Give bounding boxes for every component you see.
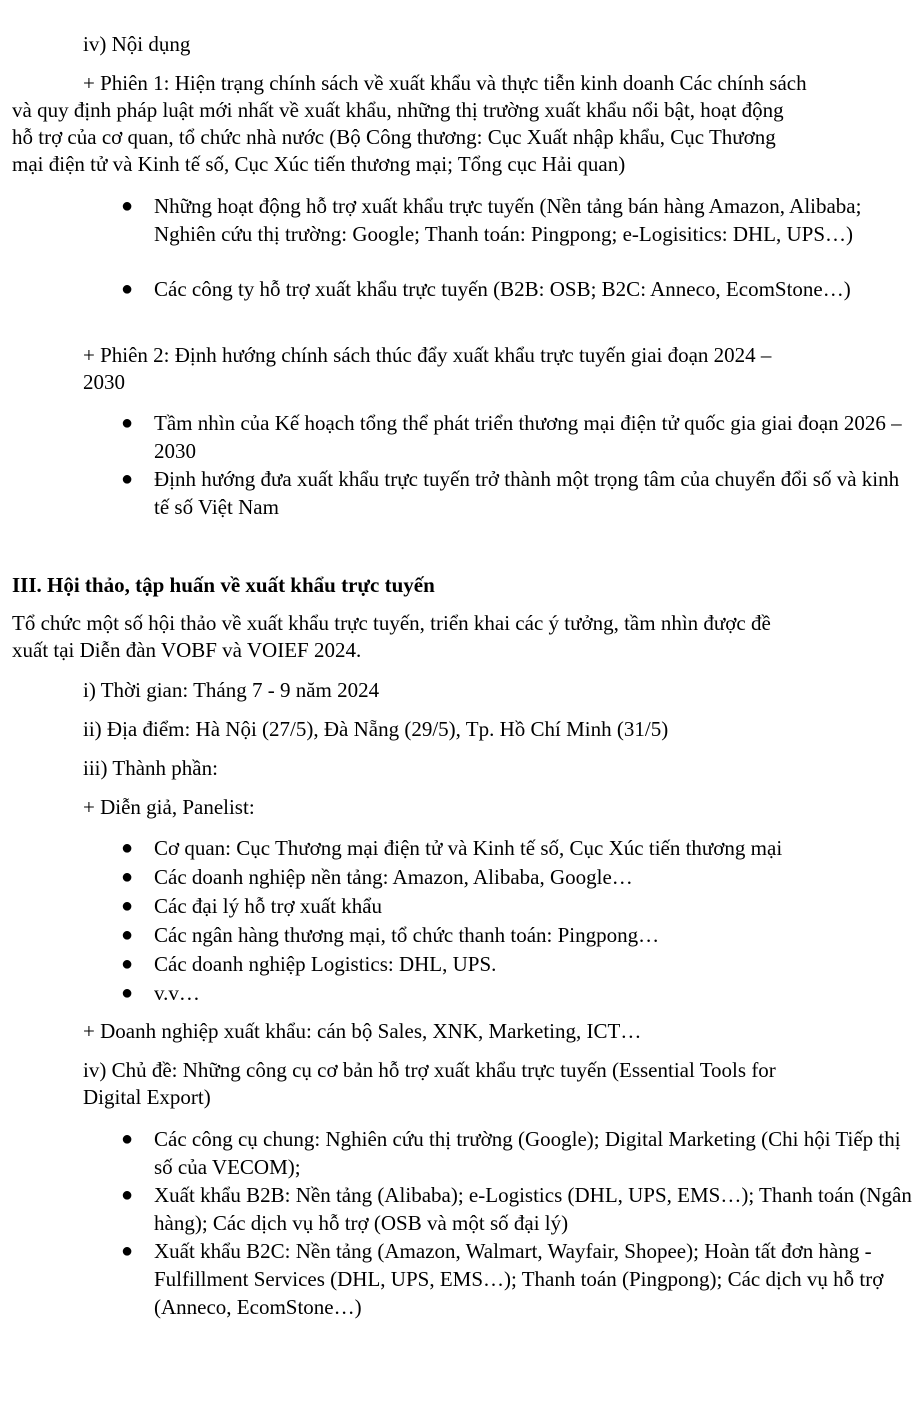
section-iii-heading: III. Hội thảo, tập huấn về xuất khẩu trực tuyến — [12, 573, 435, 597]
list-item — [114, 465, 914, 521]
list-item — [114, 409, 914, 465]
bullet-text: v.v… — [154, 981, 200, 1005]
list-item — [114, 1181, 914, 1237]
topic-line-2: Digital Export) — [83, 1085, 211, 1109]
bullet-icon: ● — [121, 866, 134, 888]
phien1-line-3: hỗ trợ của cơ quan, tổ chức nhà nước (Bộ Công thương: Cục Xuất nhập khẩu, Cục Thương — [12, 125, 776, 149]
time-line: i) Thời gian: Tháng 7 - 9 năm 2024 — [83, 678, 380, 702]
list-item — [114, 921, 914, 950]
bullet-text: Xuất khẩu B2C: Nền tảng (Amazon, Walmart, Wayfair, Shopee); Hoàn tất đơn hàng - Fulfillment Services (DHL, UPS, EMS…); Thanh toán (Pingpong); Các dịch vụ hỗ trợ (Anneco, EcomStone…) — [154, 1239, 884, 1319]
bullet-icon: ● — [121, 1240, 134, 1262]
bullet-icon: ● — [121, 1128, 134, 1150]
list-item — [114, 1237, 914, 1321]
list-item — [114, 950, 914, 979]
list-item — [114, 892, 914, 921]
phien2-line-2: 2030 — [83, 370, 125, 394]
phien1-line-4: mại điện tử và Kinh tế số, Cục Xúc tiến thương mại; Tổng cục Hải quan) — [12, 152, 626, 176]
bullet-text: Định hướng đưa xuất khẩu trực tuyến trở thành một trọng tâm của chuyển đổi số và kinh tế số Việt Nam — [154, 467, 900, 519]
bullet-text: Các công cụ chung: Nghiên cứu thị trường (Google); Digital Marketing (Chi hội Tiếp thị số của VECOM); — [154, 1127, 901, 1179]
list-item — [114, 834, 914, 863]
bullet-icon: ● — [121, 468, 134, 490]
speakers-line: + Diễn giả, Panelist: — [83, 795, 255, 819]
bullet-icon: ● — [121, 1184, 134, 1206]
list-item — [114, 275, 914, 331]
bullet-icon: ● — [121, 895, 134, 917]
bullet-icon: ● — [121, 412, 134, 434]
bullet-text: Các công ty hỗ trợ xuất khẩu trực tuyến (B2B: OSB; B2C: Anneco, EcomStone…) — [154, 277, 851, 301]
section-iii-intro-line-2: xuất tại Diễn đàn VOBF và VOIEF 2024. — [12, 638, 362, 662]
bullet-icon: ● — [121, 837, 134, 859]
bullet-icon: ● — [121, 982, 134, 1004]
list-item — [114, 192, 914, 276]
list-item — [114, 863, 914, 892]
location-line: ii) Địa điểm: Hà Nội (27/5), Đà Nẵng (29/5), Tp. Hồ Chí Minh (31/5) — [83, 717, 669, 741]
phien2-line-1: + Phiên 2: Định hướng chính sách thúc đẩy xuất khẩu trực tuyến giai đoạn 2024 – — [83, 343, 772, 367]
section-iii-intro-line-1: Tổ chức một số hội thảo về xuất khẩu trực tuyến, triển khai các ý tưởng, tầm nhìn được đề — [12, 611, 771, 635]
bullet-text: Các doanh nghiệp nền tảng: Amazon, Alibaba, Google… — [154, 865, 633, 889]
bullet-text: Tầm nhìn của Kế hoạch tổng thể phát triển thương mại điện tử quốc gia giai đoạn 2026 – 2030 — [154, 411, 902, 463]
bullet-icon: ● — [121, 924, 134, 946]
exporters-line: + Doanh nghiệp xuất khẩu: cán bộ Sales, XNK, Marketing, ICT… — [83, 1019, 642, 1043]
bullet-text: Cơ quan: Cục Thương mại điện tử và Kinh tế số, Cục Xúc tiến thương mại — [154, 836, 783, 860]
bullet-text: Những hoạt động hỗ trợ xuất khẩu trực tuyến (Nền tảng bán hàng Amazon, Alibaba; Nghiên cứu thị trường: Google; Thanh toán: Pingpong; e-Logisitics: DHL, UPS…) — [154, 194, 862, 246]
bullet-text: Các ngân hàng thương mại, tổ chức thanh toán: Pingpong… — [154, 923, 660, 947]
composition-line: iii) Thành phần: — [83, 756, 218, 780]
bullet-text: Các đại lý hỗ trợ xuất khẩu — [154, 894, 383, 918]
bullet-icon: ● — [121, 195, 134, 217]
phien1-line-2: và quy định pháp luật mới nhất về xuất khẩu, những thị trường xuất khẩu nổi bật, hoạt động — [12, 98, 784, 122]
section-iv-title: iv) Nội dụng — [83, 32, 191, 56]
phien1-line-1: + Phiên 1: Hiện trạng chính sách về xuất khẩu và thực tiễn kinh doanh Các chính sách — [83, 71, 807, 95]
bullet-icon: ● — [121, 278, 134, 300]
bullet-text: Xuất khẩu B2B: Nền tảng (Alibaba); e-Logistics (DHL, UPS, EMS…); Thanh toán (Ngân hàng); Các dịch vụ hỗ trợ (OSB và một số đại lý) — [154, 1183, 912, 1235]
bullet-icon: ● — [121, 953, 134, 975]
list-item — [114, 979, 914, 1008]
bullet-text: Các doanh nghiệp Logistics: DHL, UPS. — [154, 952, 497, 976]
topic-line-1: iv) Chủ đề: Những công cụ cơ bản hỗ trợ xuất khẩu trực tuyến (Essential Tools for — [83, 1058, 776, 1082]
list-item — [114, 1125, 914, 1181]
